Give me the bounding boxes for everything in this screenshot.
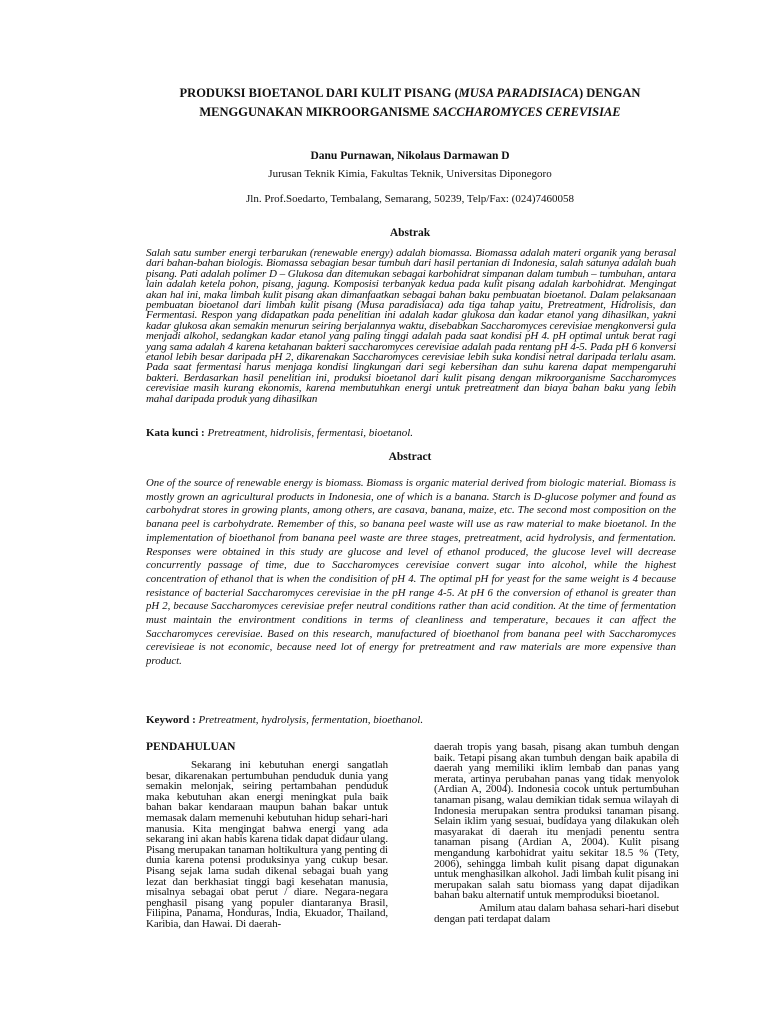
title-line1-suffix: ) DENGAN (578, 86, 641, 100)
pendahuluan-left-column (146, 760, 388, 930)
paper-title (130, 84, 690, 122)
title-line1-prefix: PRODUKSI BIOETANOL DARI KULIT PISANG ( (179, 86, 459, 100)
keyword (146, 714, 676, 726)
abstract-heading: Abstract (388, 451, 432, 463)
pendahuluan-paragraph-1: Sekarang ini kebutuhan energi sangatlah besar, dikarenakan pertumbuhan penduduk dunia yang semakin melonjak, seiring pertambahan penduduk maka kebutuhan akan energi meningkat pula baik bahan bakar kendaraan maupun bahan bakar untuk memasak dalam memenuhi kebutuhan hidup sehari-hari manusia. Kita mengingat bahwa energi yang ada sekarang ini akan habis karena tidak dapat didaur ulang. Pisang merupakan tanaman holtikultura yang penting di dunia karena potensi produksinya yang cukup besar. Pisang sejak lama sudah dikenal sebagai buah yang lezat dan berkhasiat tinggi bagi kesehatan manusia, misalnya sebagai obat perut / diare. Negara-negara penghasil pisang yang populer diantaranya Brasil, Filipina, Panama, Honduras, India, Ekuador, Thailand, Karibia, dan Hawai. Di daerah- (146, 759, 388, 930)
kata-kunci-value: Pretreatment, hidrolisis, fermentasi, bioetanol. (207, 427, 414, 439)
pendahuluan-paragraph-2: Amilum atau dalam bahasa sehari-hari disebut dengan pati terdapat dalam (434, 901, 679, 925)
keyword-label: Keyword : (146, 714, 196, 726)
abstrak-text: Salah satu sumber energi terbarukan (renewable energy) adalah biomassa. Biomassa adalah materi organik yang berasal dari bahan-bahan biologis. Biomassa sebagian besar tumbuh dari hasil pertanian di Indonesia, salah satunya adalah buah pisang. Pati adalah polimer D – Glukosa dan ditemukan sebagai karbohidrat simpanan dalam tumbuh – tumbuhan, antara lain adalah ketela pohon, pisang, jagung. Komposisi terbanyak kedua pada kulit pisang adalah karbohidrat. Mengingat akan hal ini, maka limbah kulit pisang akan dimanfaatkan sebagai bahan baku pembuatan bioetanol. Dalam pelaksanaan pembuatan bioetanol dari limbah kulit pisang (Musa paradisiaca) ada tiga tahap yaitu, Pretreatment, Hidrolisis, dan Fermentasi. Respon yang didapatkan pada penelitian ini adalah kadar glukosa dan kadar etanol yang dihasilkan, yakni kadar glukosa akan semakin menurun seiring berjalannya waktu, disebabkan Saccharomyces cerevisiae mengkonversi gula menjadi alkohol, sedangkan kadar etanol yang paling tinggi adalah pada saat kondisi pH 4. pH optimal untuk berat ragi yang sama adalah 4 karena ketahanan bakteri saccharomyces cerevisiae adalah pada rentang pH 4-5. Pada pH 6 konversi etanol lebih besar daripada pH 2, dikarenakan Saccharomyces cerevisiae lebih suka kondisi netral daripada terlalu asam. Pada saat fermentasi harus menjaga kondisi lingkungan dari segi kebersihan dan suhu karena dapat mempengaruhi bakteri. Berdasarkan hasil penelitian ini, produksi bioetanol dari kulit pisang dengan mikroorganisme Saccharomyces cerevisiae masih kurang ekonomis, karena membutuhkan energi untuk pretreatment dan biaya bahan baku yang lebih mahal daripada produk yang dihasilkan (146, 247, 676, 405)
pendahuluan-right-column (434, 742, 679, 924)
authors: Danu Purnawan, Nikolaus Darmawan D (310, 150, 510, 162)
title-line2-prefix: MENGGUNAKAN MIKROORGANISME (199, 105, 433, 119)
pendahuluan-paragraph-1-cont: daerah tropis yang basah, pisang akan tumbuh dengan baik. Tetapi pisang akan tumbuh dengan baik apabila di daerah yang memiliki iklim lembab dan panas yang merata, artinya perubahan panas yang tidak menyolok (Ardian A, 2004). Indonesia cocok untuk pertumbuhan tanaman pisang, walau demikian tidak semua wilayah di Indonesia merupakan sentra produksi tanaman pisang. Selain iklim yang sesuai, budidaya yang dilakukan oleh masyarakat di daerah itu menjadi penentu sentra tanaman pisang (Ardian A, 2004). Kulit pisang mengandung karbohidrat yaitu sekitar 18.5 % (Tety, 2006), sehingga limbah kulit pisang dapat digunakan untuk menghasilkan alkohol. Jadi limbah kulit pisang ini merupakan salah satu biomass yang dapat dijadikan bahan baku alternatif untuk memproduksi bioetanol. (434, 741, 679, 902)
keyword-value: Pretreatment, hydrolysis, fermentation, bioethanol. (198, 714, 424, 726)
affiliation: Jurusan Teknik Kimia, Fakultas Teknik, Universitas Diponegoro (268, 168, 552, 180)
abstrak-heading: Abstrak (389, 227, 431, 239)
title-line1-italic: MUSA PARADISIACA (458, 86, 579, 100)
title-line2-italic: SACCHAROMYCES CEREVISIAE (432, 105, 621, 119)
abstract-text: One of the source of renewable energy is biomass. Biomass is organic material derived from biologic material. Biomass is mostly grown an agricultural products in Indonesia, one of which is a banana. Starch is D-glucose polymer and found as carbohydrat stores in growing plants, among others, are casava, banana, maize, etc. The second most composition on the banana peel is carbohydrate. Remember of this, so banana peel waste will use as raw material to make bioetanol. In the implementation of bioethanol from banana peel waste are three stages, pretreatment, acid hydrolysis, and fermentation. Responses were obtained in this study are glucose and level of ethanol produced, the glucose level will decrease concurrently passage of time, due to Saccharomyces cerevisiae convert sugar into alcohol, while the highest concentration of ethanol that is when the condisition of pH 4. The optimal pH for yeast for the same weight is 4 because resistance of bacterial Saccharomyces cerevisiae in the pH range 4-5. At pH 6 the conversion of ethanol is greater than pH 2, because Saccharomyces cerevisiae prefer neutral conditions rather than acid condition. At the time of fermentation must maintain the environtment conditions in terms of cleanliness and temperature, becaues it can affect the Saccharomyces cerevisiae. Based on this research, manufactured of bioethanol from banana peel with Saccharomyces cerevisieae is not economic, because need lot of energy for pretreatment and raw materials are more expensive than product. (146, 477, 676, 668)
kata-kunci-label: Kata kunci : (146, 427, 205, 439)
address: Jln. Prof.Soedarto, Tembalang, Semarang, 50239, Telp/Fax: (024)7460058 (245, 193, 574, 205)
kata-kunci (146, 427, 676, 439)
pendahuluan-heading: PENDAHULUAN (146, 741, 236, 753)
